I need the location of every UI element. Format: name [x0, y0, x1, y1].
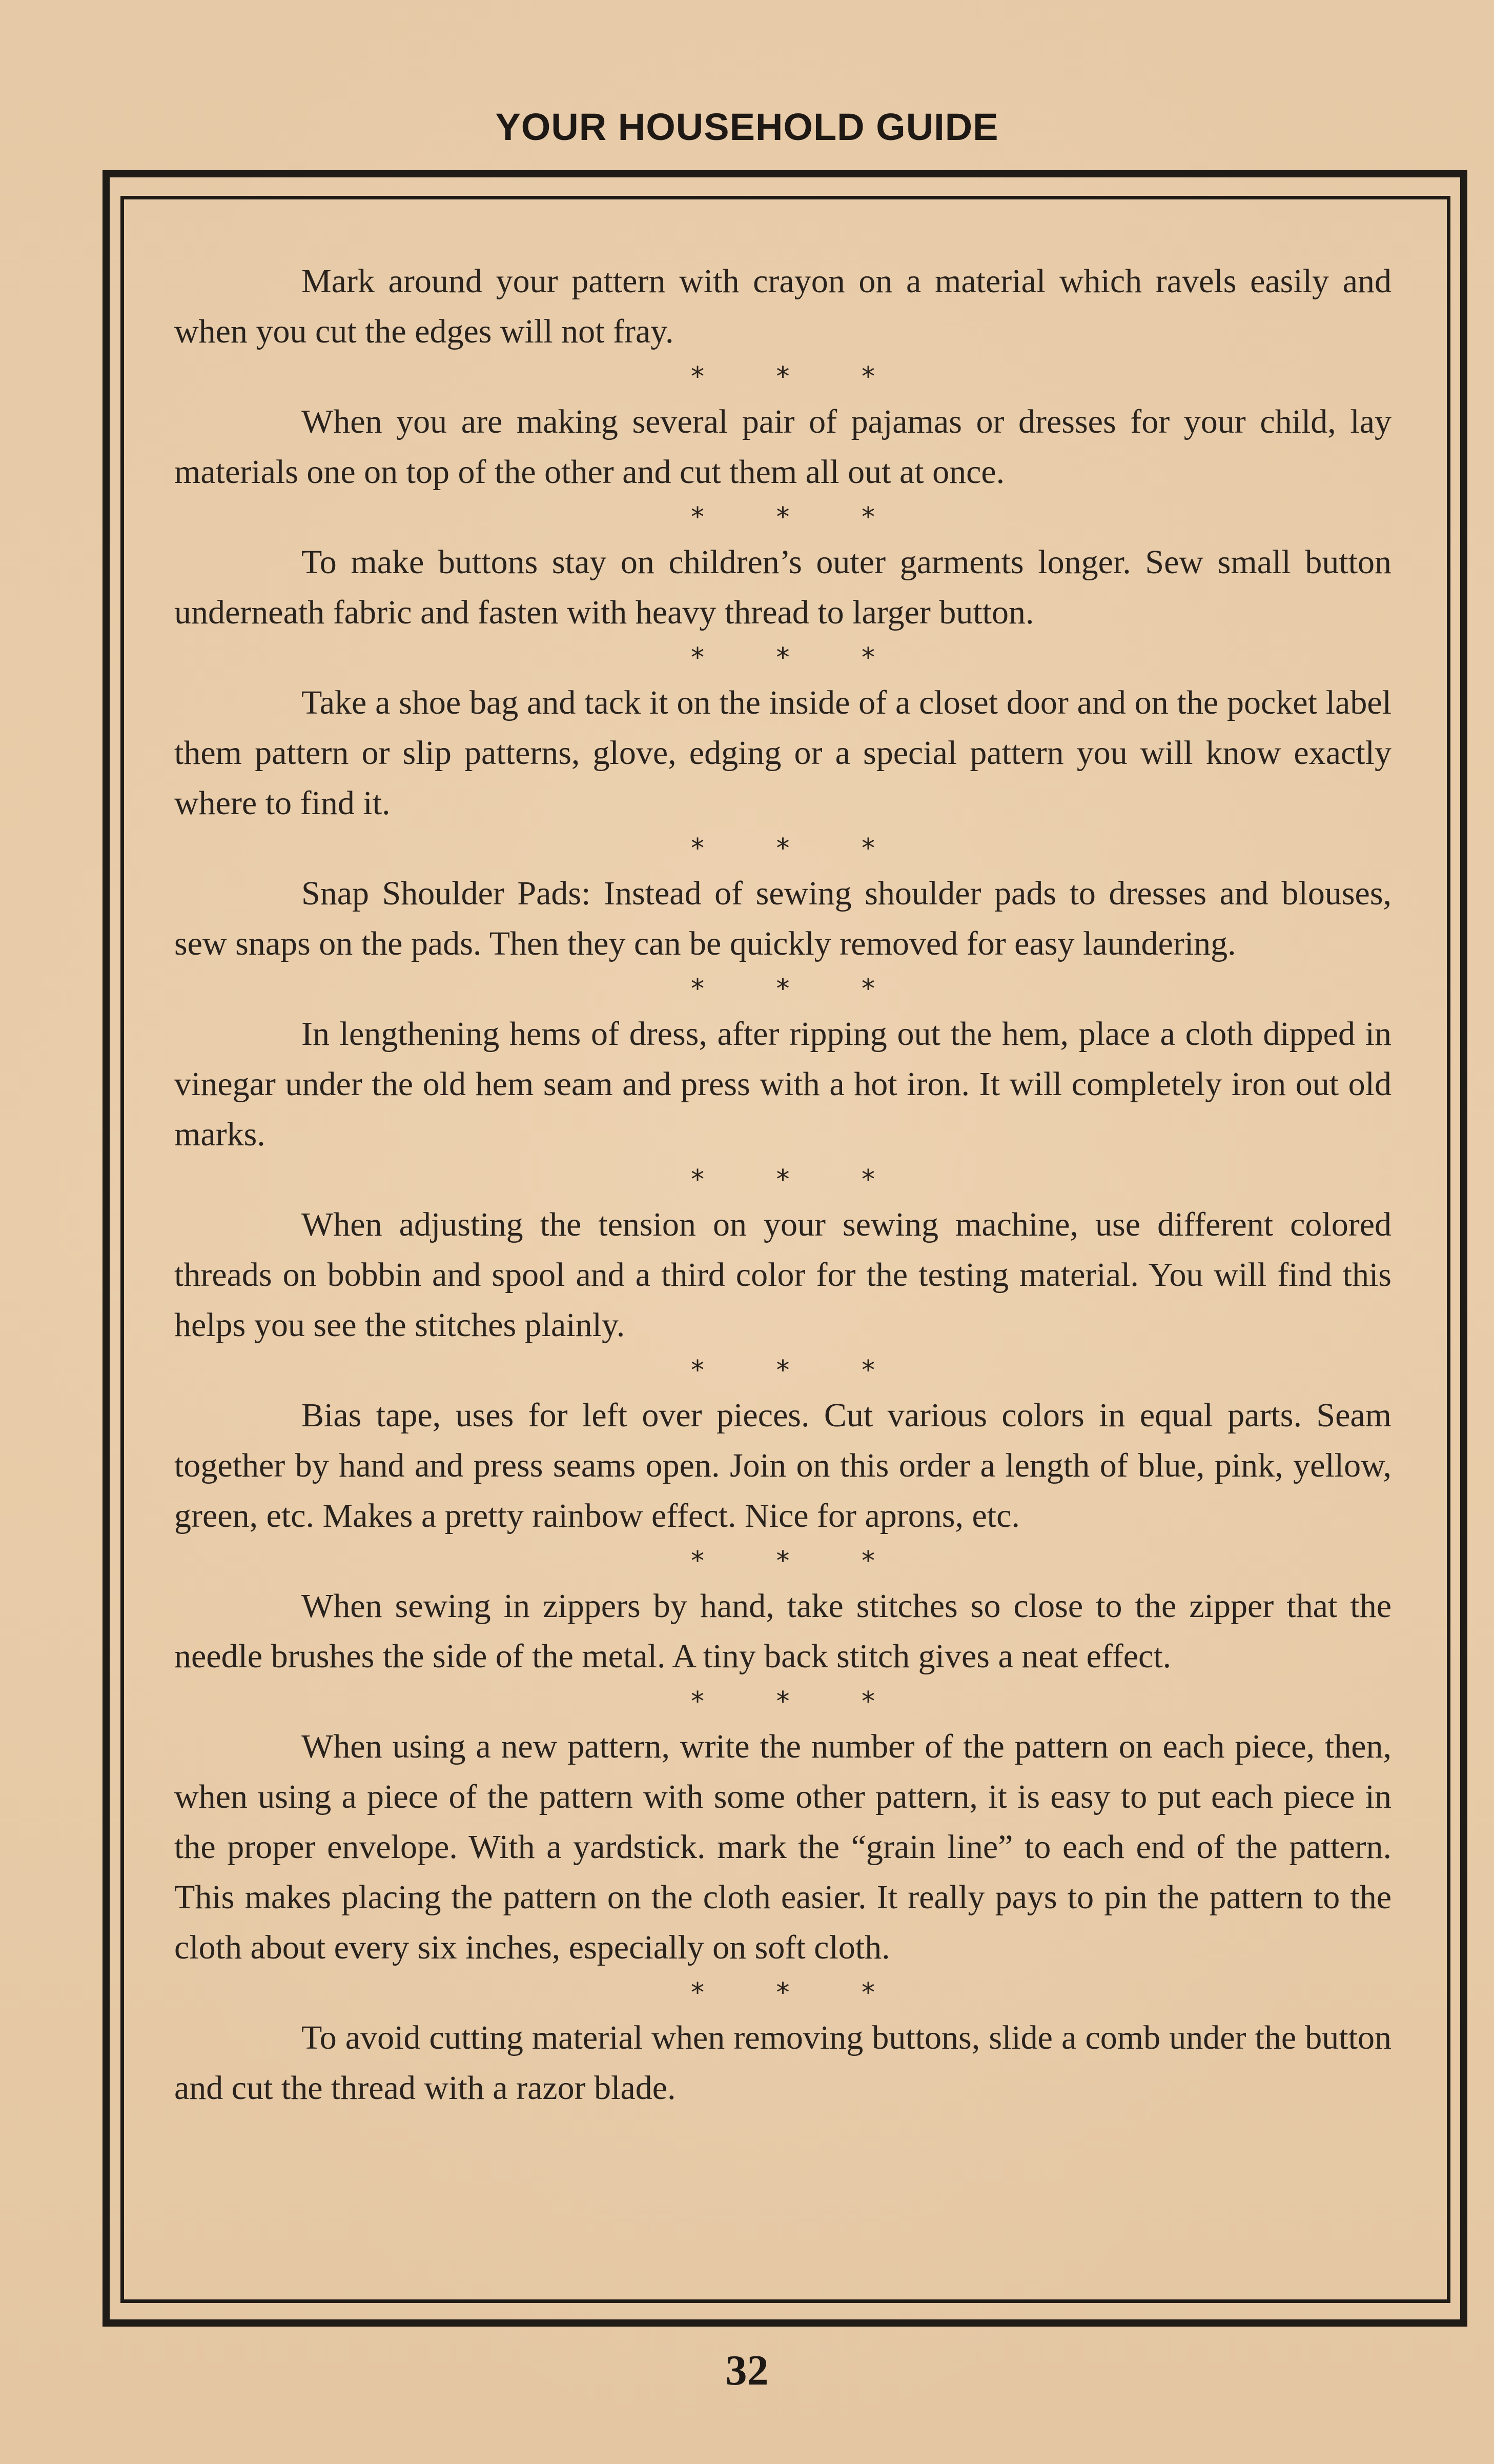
page-number: 32 [725, 2347, 769, 2394]
tip-separator: * * * [690, 833, 907, 864]
tip-separator: * * * [690, 1977, 907, 2008]
tips-content [174, 256, 1391, 2113]
tip-paragraph: When you are making several pair of pajamas or dresses for your child, lay materials one on top of the other and cut them all out at once. [174, 403, 1391, 491]
tip-paragraph: When adjusting the tension on your sewing machine, use different colored threads on bobbin and spool and a third color for the testing material. You will find this helps you see the stitches plainly. [174, 1206, 1391, 1344]
tip-paragraph: Mark around your pattern with crayon on a material which ravels easily and when you cut the edges will not fray. [174, 262, 1391, 350]
tip-paragraph: Take a shoe bag and tack it on the inside of a closet door and on the pocket label them pattern or slip patterns, glove, edging or a special pattern you will know exactly where to find it. [174, 684, 1391, 822]
page-header: YOUR HOUSEHOLD GUIDE [495, 106, 999, 148]
tip-separator: * * * [690, 1686, 907, 1717]
tip-separator: * * * [690, 642, 907, 673]
tip-separator: * * * [690, 1355, 907, 1386]
tip-separator: * * * [690, 1164, 907, 1195]
tip-paragraph: To avoid cutting material when removing buttons, slide a comb under the button and cut the thread with a razor blade. [174, 2019, 1391, 2107]
tip-paragraph: When sewing in zippers by hand, take stitches so close to the zipper that the needle brushes the side of the metal. A tiny back stitch gives a neat effect. [174, 1587, 1391, 1675]
tip-separator: * * * [690, 502, 907, 533]
tip-paragraph: When using a new pattern, write the number of the pattern on each piece, then, when using a piece of the pattern with some other pattern, it is easy to put each piece in the proper envelope. With a yardstick. mark the “grain line” to each end of the pattern. This makes placing the pattern on the cloth easier. It really pays to pin the pattern to the cloth about every six inches, especially on soft cloth. [174, 1728, 1391, 1966]
tip-separator: * * * [690, 974, 907, 1004]
tip-paragraph: Bias tape, uses for left over pieces. Cut various colors in equal parts. Seam together by hand and press seams open. Join on this order a length of blue, pink, yellow, green, etc. Makes a pretty rainbow effect. Nice for aprons, etc. [174, 1397, 1391, 1534]
tip-separator: * * * [690, 361, 907, 392]
tip-separator: * * * [690, 1546, 907, 1577]
tip-paragraph: Snap Shoulder Pads: Instead of sewing shoulder pads to dresses and blouses, sew snaps on the pads. Then they can be quickly removed for easy laundering. [174, 875, 1391, 962]
tip-paragraph: To make buttons stay on children’s outer garments longer. Sew small button underneath fabric and fasten with heavy thread to larger button. [174, 543, 1391, 631]
tip-paragraph: In lengthening hems of dress, after ripping out the hem, place a cloth dipped in vinegar under the old hem seam and press with a hot iron. It will completely iron out old marks. [174, 1015, 1391, 1153]
